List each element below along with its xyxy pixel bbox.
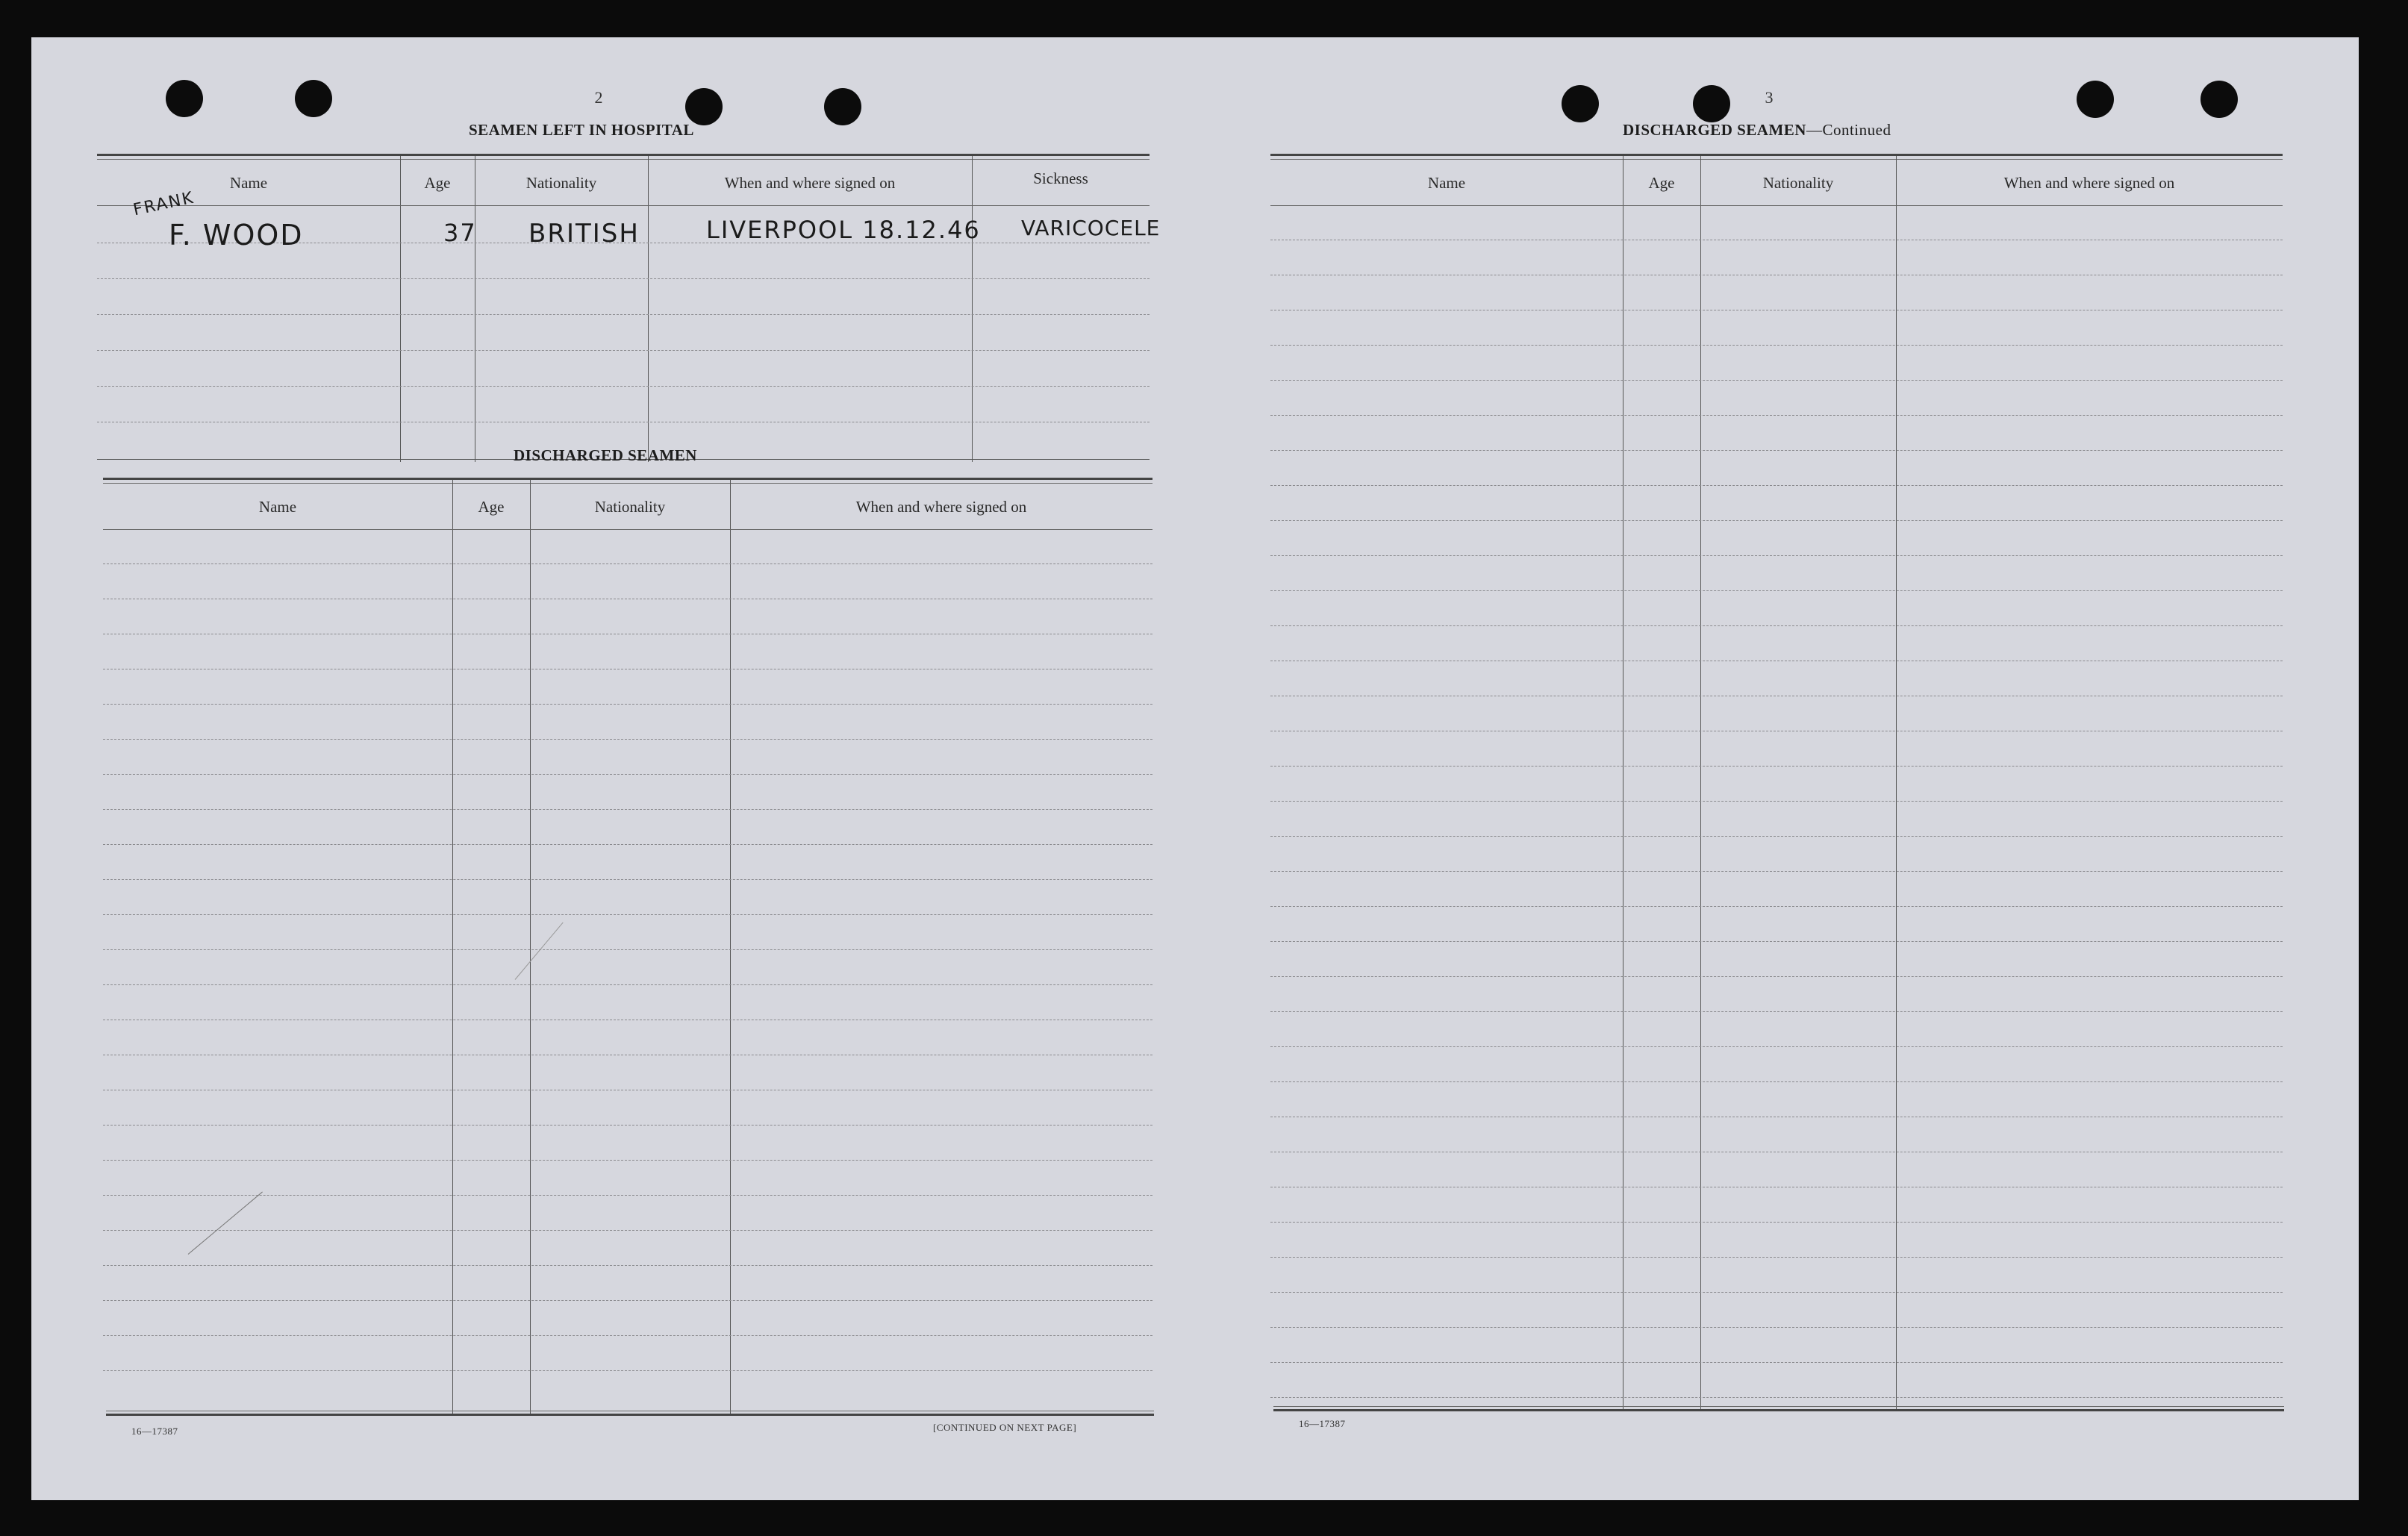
discharged-table — [103, 478, 1152, 1414]
row-line — [1270, 941, 2283, 942]
row-line — [103, 1230, 1152, 1231]
row-line — [1270, 485, 2283, 486]
form-code: 16—17387 — [1299, 1418, 1346, 1429]
discharged-continued-table — [1270, 154, 2283, 1410]
column-nationality — [530, 480, 731, 1414]
handwritten-signed-on: LIVERPOOL 18.12.46 — [706, 216, 981, 244]
row-line — [103, 1265, 1152, 1266]
row-line — [1270, 345, 2283, 346]
handwritten-first-name: FRANK — [131, 188, 196, 220]
row-line — [103, 774, 1152, 775]
column-header: When and where signed on — [2003, 173, 2175, 192]
row-line — [1270, 520, 2283, 521]
discharged-continued-title — [1623, 121, 1891, 140]
column-header: Name — [1427, 173, 1466, 192]
row-line — [1270, 1222, 2283, 1223]
column-name — [103, 480, 453, 1414]
row-line — [103, 1300, 1152, 1301]
column-header: Name — [229, 173, 268, 192]
column-header: Age — [424, 173, 451, 192]
row-line — [1270, 380, 2283, 381]
row-line — [103, 704, 1152, 705]
column-sickness — [972, 156, 1150, 462]
row-line — [1270, 1011, 2283, 1012]
row-line — [103, 809, 1152, 810]
row-line — [97, 386, 1150, 387]
column-header: Nationality — [525, 173, 597, 192]
handwritten-name: F. WOOD — [169, 219, 304, 252]
row-line — [103, 563, 1152, 564]
row-line — [1270, 590, 2283, 591]
page-number: 2 — [594, 88, 603, 107]
row-line — [1270, 976, 2283, 977]
column-header: When and where signed on — [724, 173, 896, 192]
discharged-section-title: DISCHARGED SEAMEN — [514, 446, 697, 464]
row-line — [97, 314, 1150, 315]
row-line — [103, 879, 1152, 880]
row-line — [1270, 625, 2283, 626]
row-line — [1270, 555, 2283, 556]
bottom-rule — [1273, 1409, 2284, 1411]
header-rule — [103, 529, 1152, 530]
row-line — [103, 1335, 1152, 1336]
left-page — [31, 37, 1196, 1500]
row-line — [1270, 415, 2283, 416]
row-line — [103, 844, 1152, 845]
column-header: Age — [478, 497, 505, 516]
right-page — [1196, 37, 2359, 1500]
column-header: Sickness — [1033, 169, 1088, 187]
row-line — [1270, 1257, 2283, 1258]
bottom-rule — [106, 1414, 1154, 1416]
row-line — [103, 914, 1152, 915]
section-title-suffix: —Continued — [1806, 121, 1891, 139]
column-age — [400, 156, 475, 462]
form-code: 16—17387 — [131, 1426, 178, 1437]
header-rule — [1270, 205, 2283, 206]
column-nationality — [475, 156, 649, 462]
handwritten-age: 37 — [443, 219, 477, 247]
row-line — [1270, 801, 2283, 802]
row-line — [1270, 871, 2283, 872]
handwritten-nationality: BRITISH — [528, 219, 640, 249]
row-line — [1270, 1327, 2283, 1328]
hospital-section-title: SEAMEN LEFT IN HOSPITAL — [469, 121, 694, 139]
continued-note: [CONTINUED ON NEXT PAGE] — [933, 1422, 1077, 1433]
document-sheet — [31, 37, 2359, 1500]
row-line — [103, 949, 1152, 950]
column-header: Nationality — [1762, 173, 1834, 192]
handwritten-sickness: VARICOCELE — [1021, 216, 1161, 240]
row-line — [103, 1125, 1152, 1126]
header-rule — [97, 205, 1150, 206]
row-line — [103, 1195, 1152, 1196]
column-age — [452, 480, 531, 1414]
row-line — [1270, 1362, 2283, 1363]
row-line — [1270, 450, 2283, 451]
row-line — [1270, 836, 2283, 837]
section-title-main: DISCHARGED SEAMEN — [1623, 121, 1806, 139]
row-line — [1270, 906, 2283, 907]
hospital-table — [97, 154, 1161, 462]
page-number: 3 — [1765, 88, 1774, 107]
row-line — [103, 1160, 1152, 1161]
row-line — [97, 278, 1150, 279]
column-header: Nationality — [594, 497, 666, 516]
column-header: Name — [258, 497, 297, 516]
row-line — [1270, 1081, 2283, 1082]
row-line — [103, 984, 1152, 985]
column-header: When and where signed on — [855, 497, 1027, 516]
row-line — [1270, 766, 2283, 767]
column-signed-on — [730, 480, 1152, 1414]
row-line — [1270, 1397, 2283, 1398]
row-line — [103, 739, 1152, 740]
column-signed-on — [648, 156, 973, 462]
row-line — [1270, 1046, 2283, 1047]
row-line — [97, 350, 1150, 351]
column-header: Age — [1648, 173, 1675, 192]
row-line — [1270, 1292, 2283, 1293]
row-line — [103, 1370, 1152, 1371]
